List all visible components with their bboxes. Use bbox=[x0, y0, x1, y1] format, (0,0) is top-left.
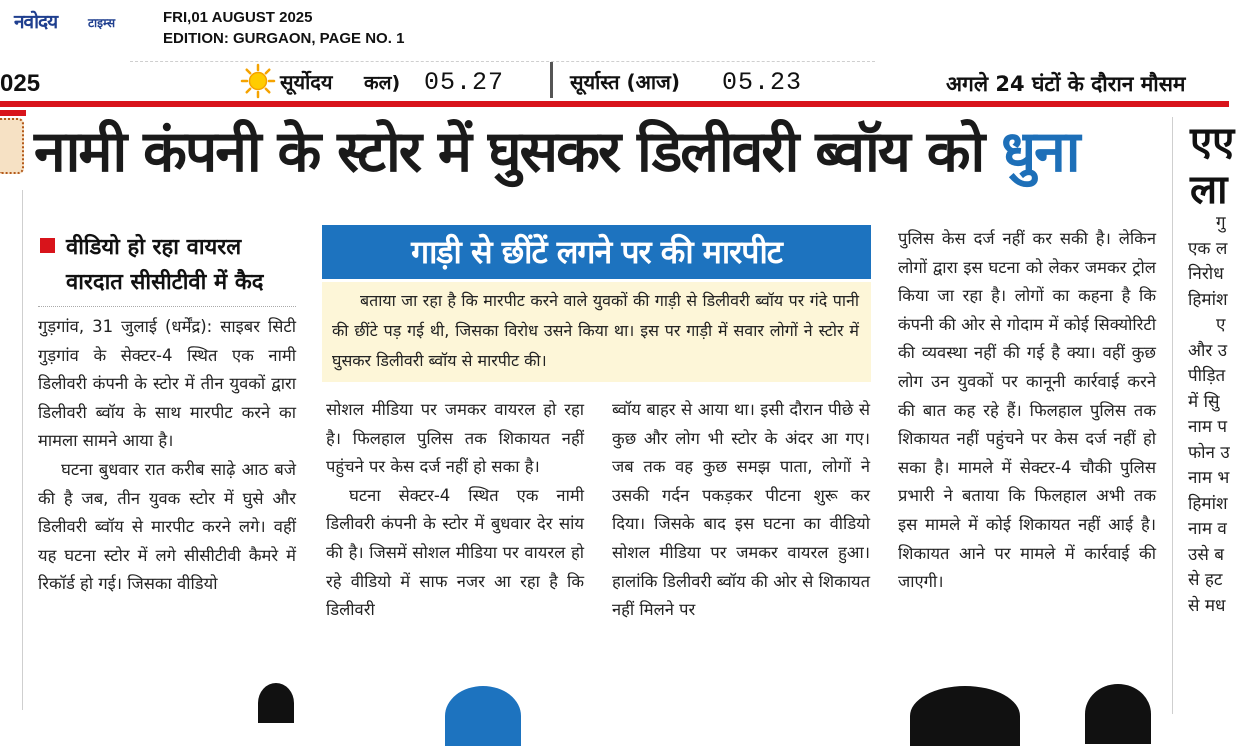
article-headline[interactable] bbox=[34, 120, 1079, 186]
article-column-4 bbox=[898, 225, 1156, 597]
newspaper-logo[interactable] bbox=[14, 8, 138, 32]
column-1-paragraph-2: घटना बुधवार रात करीब साढ़े आठ बजे की है जब, तीन युवक स्टोर में घुसे और डिलीवरी ब्वॉय से मारपीट करने लगे। वहीं यह घटना स्टोर में लगे सीसीटीवी कैमरे में रिकॉर्ड हो गई। जिसका वीडियो bbox=[38, 459, 296, 594]
adjacent-body-line: पीड़ित bbox=[1188, 366, 1226, 386]
masthead-bar bbox=[0, 0, 1229, 60]
adjacent-body-line: में सुि bbox=[1188, 391, 1220, 412]
next-headline-glyph bbox=[1085, 684, 1151, 744]
adjacent-body-line: निरोध bbox=[1188, 264, 1224, 284]
headline-accent-text: धुना bbox=[1001, 119, 1079, 185]
next-headline-glyph bbox=[910, 686, 1020, 746]
sun-icon bbox=[240, 63, 276, 99]
adjacent-body-line: हिमांश bbox=[1188, 289, 1228, 310]
kicker-bullet-icon bbox=[40, 238, 55, 253]
article-column-2 bbox=[326, 396, 584, 625]
column-2-paragraph-1: सोशल मीडिया पर जमकर वायरल हो रहा है। फिलहाल पुलिस तक शिकायत नहीं पहुंचने पर केस दर्ज नहीं हो सका है। bbox=[326, 400, 584, 477]
adjacent-headline-line-1: एए bbox=[1190, 119, 1235, 165]
adjacent-article-headline[interactable] bbox=[1190, 118, 1234, 214]
article-column-1 bbox=[38, 313, 296, 599]
kicker-divider bbox=[38, 306, 296, 307]
year-fragment: 025 bbox=[0, 70, 41, 97]
adjacent-body-line: नाम प bbox=[1188, 417, 1228, 437]
column-4-paragraph-1: पुलिस केस दर्ज नहीं कर सकी है। लेकिन लोगों द्वारा इस घटना को लेकर जमकर ट्रोल किया जा रहा है। लोगों का कहना है कि कंपनी की ओर से गोदाम में कोई सिक्योरिटी की व्यवस्था नहीं की गई है क्या। वहीं कुछ लोग उन युवकों पर कानूनी कार्रवाई करने की बात कह रहे हैं। फिलहाल पुलिस तक शिकायत नहीं पहुंचने पर केस दर्ज नहीं हो सका है। मामले में सेक्टर-4 चौकी पुलिस प्रभारी ने बताया कि फिलहाल अभी तक इस मामले में कोई शिकायत नहीं आई है। शिकायत आने पर मामले में कार्रवाई की जाएगी। bbox=[898, 229, 1156, 592]
right-column-rule bbox=[1172, 117, 1173, 714]
adjacent-body-line: ए bbox=[1216, 315, 1226, 335]
red-rule bbox=[0, 101, 1229, 107]
sunrise-time: 05.27 bbox=[424, 68, 505, 97]
logo-main-text: नवोदय bbox=[14, 11, 58, 33]
adjacent-body-line: नाम भ bbox=[1188, 468, 1230, 488]
kicker-line-1: वीडियो हो रहा वायरल bbox=[66, 235, 242, 260]
edition-info: EDITION: GURGAON, PAGE NO. 1 bbox=[163, 30, 405, 47]
column-3-paragraph-1: ब्वॉय बाहर से आया था। इसी दौरान पीछे से कुछ और लोग भी स्टोर के अंदर आ गए। जब तक वह कुछ समझ पाता, लोगों ने उसकी गर्दन पकड़कर पीटना शुरू कर दिया। जिसके बाद इस घटना का वीडियो सोशल मीडिया पर जमकर वायरल हुआ। हालांकि डिलीवरी ब्वॉय की ओर से शिकायत नहीं मिलने पर bbox=[612, 400, 870, 620]
adjacent-body-line: फोन उ bbox=[1188, 442, 1230, 463]
strip-separator bbox=[550, 62, 553, 98]
sunrise-label: सूर्योदय bbox=[280, 70, 333, 94]
article-subhead: गाड़ी से छींटें लगने पर की मारपीट bbox=[322, 225, 871, 279]
adjacent-body-line: उसे ब bbox=[1188, 544, 1224, 565]
adjacent-body-line: नाम व bbox=[1188, 519, 1227, 539]
left-edge-box bbox=[0, 118, 24, 174]
adjacent-headline-line-2: ला bbox=[1190, 167, 1228, 213]
next-24-hours-forecast[interactable]: अगले 24 घंटों के दौरान मौसम bbox=[946, 72, 1186, 96]
article-summary-box: बताया जा रहा है कि मारपीट करने वाले युवकों की गाड़ी से डिलीवरी ब्वॉय पर गंदे पानी की छींटे पड़ गई थी, जिसका विरोध उसने किया था। इस पर गाड़ी में सवार लोगों ने स्टोर में घुसकर डिलीवरी ब्वॉय से मारपीट की। bbox=[322, 282, 871, 382]
adjacent-body-line: हिमांश bbox=[1188, 493, 1228, 514]
left-edge-red-bar bbox=[0, 110, 26, 116]
next-headline-glyph bbox=[258, 683, 294, 723]
adjacent-body-line: और उ bbox=[1188, 340, 1228, 361]
adjacent-body-line: से हट bbox=[1188, 570, 1223, 590]
next-headline-glyph bbox=[445, 686, 521, 746]
logo-sub-text: टाइम्स bbox=[88, 16, 116, 30]
publication-date: FRI,01 AUGUST 2025 bbox=[163, 9, 313, 26]
column-2-paragraph-2: घटना सेक्टर-4 स्थित एक नामी डिलीवरी कंपनी के स्टोर में बुधवार देर सांय की है। जिसमें सोशल मीडिया पर वायरल हो रहे वीडियो में साफ नजर आ रहा है कि डिलीवरी bbox=[326, 485, 584, 620]
article-column-3 bbox=[612, 396, 870, 625]
adjacent-body-line: एक ल bbox=[1188, 238, 1228, 259]
article-kicker bbox=[66, 230, 263, 300]
headline-main-text: नामी कंपनी के स्टोर में घुसकर डिलीवरी ब्वॉय को bbox=[34, 119, 1002, 185]
adjacent-body-line: गु bbox=[1216, 213, 1226, 233]
left-column-rule bbox=[22, 190, 23, 710]
strip-divider-line bbox=[130, 61, 875, 62]
kicker-line-2: वारदात सीसीटीवी में कैद bbox=[66, 270, 264, 295]
adjacent-body-line: से मध bbox=[1188, 595, 1226, 616]
adjacent-article-body bbox=[1188, 211, 1248, 619]
column-1-paragraph-1: गुड़गांव, 31 जुलाई (धर्मेंद्र): साइबर सिटी गुड़गांव के सेक्टर-4 स्थित एक नामी डिलीवरी कंपनी के स्टोर में तीन युवकों द्वारा डिलीवरी ब्वॉय के साथ मारपीट करने का मामला सामने आया है। bbox=[38, 317, 296, 451]
sunset-time: 05.23 bbox=[722, 68, 803, 97]
sunset-label: सूर्यास्त (आज) bbox=[570, 70, 681, 94]
sunrise-when: कल) bbox=[364, 72, 401, 94]
